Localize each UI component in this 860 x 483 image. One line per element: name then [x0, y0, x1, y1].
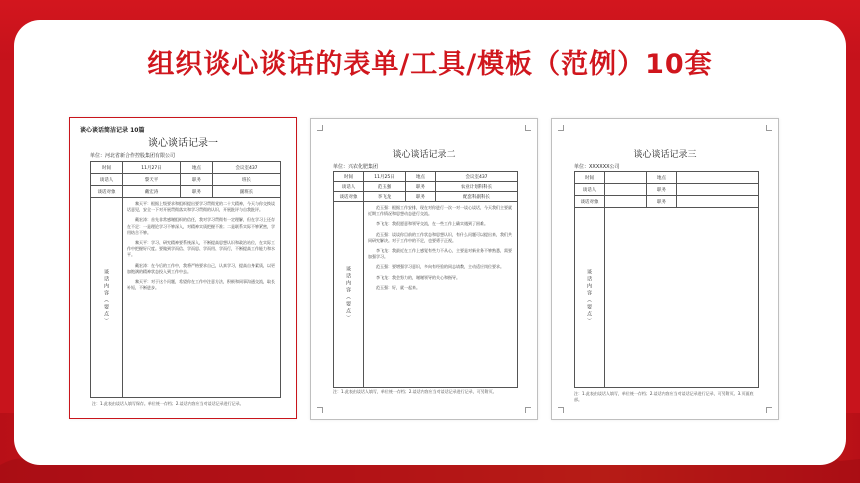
- cell-label: 谈话对象: [334, 192, 364, 202]
- sheet-1-form-table: [90, 161, 281, 398]
- paragraph: 范玉强：好，就一起来。: [376, 284, 420, 290]
- crop-mark: [525, 407, 531, 413]
- sheet-2-title: 谈心谈话记录二: [392, 150, 456, 160]
- sheet-2-unit: 单位：兴农化肥集团: [333, 164, 379, 170]
- cell-label: 职务: [181, 174, 213, 186]
- sheet-3-unit: 单位：XXXXXX公司: [574, 164, 620, 170]
- cell-value: 戴宏涛: [123, 186, 181, 198]
- sheet-1-content: [123, 198, 281, 398]
- sheet-1-title: 谈心谈话记录一: [148, 138, 218, 149]
- cell-value: 会议室437: [213, 162, 281, 174]
- paragraph: 黎天平：根据上级要求和组织提出要学习贯彻党的二十大精神，今天与你交换谈话意见，安全一下对开展贯彻落实和学习贯彻的认识，开展批评与自我批评。: [127, 201, 275, 213]
- cell-value: 11月25日: [364, 172, 406, 182]
- cell-value: 农业计划科科长: [436, 182, 518, 192]
- paragraph: 戴宏涛：首先非常感谢组织的信任，我对学习贯彻有一定理解，但在学习上还存在不足：一是理论学习不够深入，对精神实质把握不准；二是联系实际不够紧密，学用结合不够。: [127, 217, 275, 235]
- sheet-2-form-table: [333, 171, 518, 388]
- template-sheet-3[interactable]: [551, 118, 779, 420]
- cell-label: 职务: [647, 196, 677, 208]
- cell-label: 谈话人: [334, 182, 364, 192]
- cell-value: [677, 172, 759, 184]
- cell-value: 会议室437: [436, 172, 518, 182]
- cell-value: [605, 196, 647, 208]
- crop-mark: [766, 125, 772, 131]
- crop-mark: [317, 125, 323, 131]
- cell-label: 时间: [334, 172, 364, 182]
- sheet-1-header: 谈心谈话简洁记录 10篇: [80, 127, 145, 134]
- cell-label: 地点: [181, 162, 213, 174]
- cell-label: 职务: [406, 192, 436, 202]
- cell-label: 谈话人: [575, 184, 605, 196]
- paragraph: 范玉强：要增强学习意识，多向有经验的同志请教，主动适应岗位要求。: [376, 264, 504, 270]
- paragraph: 黎天平：对于这个问题，希望你在工作中注意方法，积极和同事沟通交流，取长补短，不断进步。: [127, 279, 275, 291]
- cell-value: [677, 184, 759, 196]
- crop-mark: [317, 407, 323, 413]
- cell-value: 黎天平: [123, 174, 181, 186]
- cell-label: 职务: [647, 184, 677, 196]
- paragraph: 李飞龙：我会努力的，谢谢领导的关心和指导。: [376, 274, 460, 280]
- cell-value: 范玉强: [364, 182, 406, 192]
- cell-label: 谈话对象: [575, 196, 605, 208]
- template-sheet-1[interactable]: [69, 117, 297, 419]
- content-side-label: 谈话内容（要点）: [586, 268, 592, 325]
- paragraph: 李飞龙：我很愿意和领导交流，在一些工作上确实遇到了困难。: [376, 221, 488, 227]
- cell-label: 地点: [647, 172, 677, 184]
- sheet-1-footnote: 注：1.此表由谈话人填写保存。单位统一存档；2.谈话内容应当对谈话记录进行记录。: [92, 401, 244, 406]
- cell-label: 职务: [406, 182, 436, 192]
- cell-value: [677, 196, 759, 208]
- crop-mark: [558, 407, 564, 413]
- content-side-label: 谈话内容（要点）: [103, 268, 109, 325]
- cell-value: 副班长: [213, 186, 281, 198]
- page-headline: 组织谈心谈话的表单/工具/模板（范例）10套: [147, 49, 713, 80]
- sheet-2-footnote: 注：1.此表由谈话人填写，单位统一存档；2.谈话内容应当对谈话记录进行记录，可另附页。: [333, 389, 497, 394]
- crop-mark: [766, 407, 772, 413]
- sheet-3-title: 谈心谈话记录三: [633, 150, 697, 160]
- template-sheet-2[interactable]: [310, 118, 538, 420]
- sheet-3-footnote: 注：1.此表由谈话人填写，单位统一存档；2.谈话内容应当对谈话记录进行记录，可另附页。3.页面底部。: [574, 391, 754, 402]
- sheet-3-content-empty: [605, 208, 759, 388]
- cell-label: 地点: [406, 172, 436, 182]
- paragraph: 范玉强：谈谈你目前的工作状态和思想认识，有什么问题可以提出来，我们共同研究解决。对于工作中的不足，也要勇于正视。: [368, 231, 512, 243]
- crop-mark: [558, 125, 564, 131]
- cell-value: [605, 184, 647, 196]
- paragraph: 戴宏涛：在今后的工作中，我将严格要求自己，认真学习，提高自身素质，以更加饱满的精神状态投入到工作中去。: [127, 262, 275, 274]
- cell-value: 班长: [213, 174, 281, 186]
- cell-value: 配套科副科长: [436, 192, 518, 202]
- paragraph: 黎天平：学习、研究精神要系统深入，不断提高思想认识和政治站位，在实际工作中把握好尺度。要做到学而信、学而思、学而用、学而行，不断提高工作能力和水平。: [127, 240, 275, 258]
- sheet-2-content: [364, 202, 518, 388]
- paragraph: 李飞龙：我最近在工作上感觉有些力不从心，主要是对新业务不够熟悉，需要加强学习。: [368, 248, 512, 260]
- crop-mark: [525, 125, 531, 131]
- cell-value: [605, 172, 647, 184]
- content-side-label: 谈话内容（要点）: [345, 265, 351, 322]
- cell-value: 李飞龙: [364, 192, 406, 202]
- cell-label: 时间: [575, 172, 605, 184]
- sheet-3-form-table: [574, 171, 759, 388]
- cell-label: 时间: [91, 162, 123, 174]
- cell-label: 职务: [181, 186, 213, 198]
- paragraph: 范玉强：根据工作安排，现在对你进行一次一对一谈心谈话，今天我们主要就近期工作情况和思想动态进行交流。: [368, 205, 512, 217]
- cell-label: 谈话人: [91, 174, 123, 186]
- sheet-1-unit: 单位：河北省新合作控股集团有限公司: [90, 153, 176, 159]
- cell-value: 11月27日: [123, 162, 181, 174]
- cell-label: 谈话对象: [91, 186, 123, 198]
